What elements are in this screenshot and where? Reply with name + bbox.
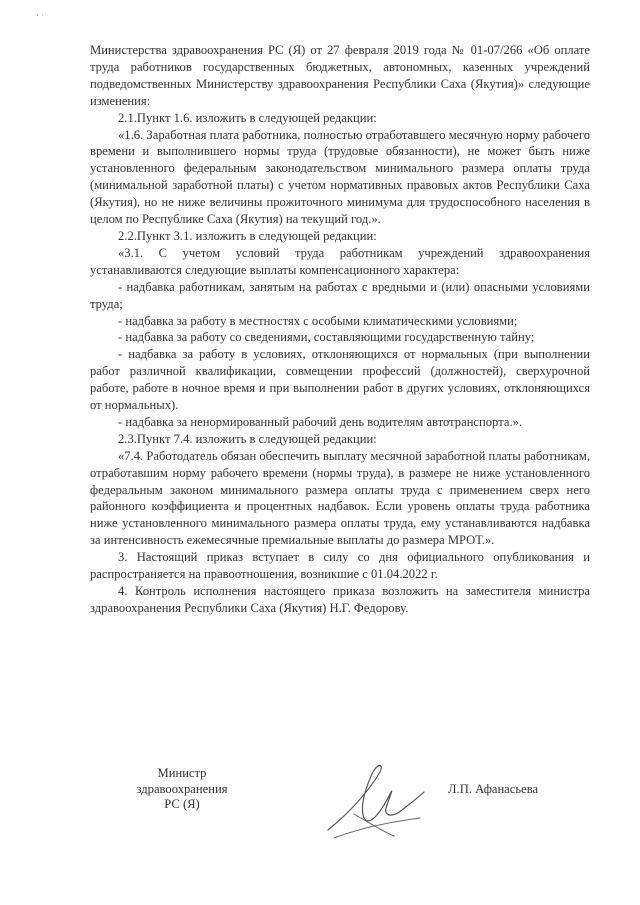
- paragraph-clause-3-1: «3.1. С учетом условий труда работникам учреждений здравоохранения устанавливаются следующие выплаты компенсационного характера:: [90, 245, 590, 277]
- signatory-title-line: РС (Я): [164, 797, 200, 811]
- paragraph-item-2-2: 2.2.Пункт 3.1. изложить в следующей редакции:: [118, 228, 377, 243]
- paragraph-clause-7-4: «7.4. Работодатель обязан обеспечить выплату месячной заработной платы работникам, отработавшим норму рабочего времени (нормы труда), в размере не ниже установленного федеральным законом минимального размера оплаты труда с применением сверх него районного коэффициента и процентных надбавок. Если уровень оплаты труда работника ниже установленного минимального размера оплаты труда, ему устанавливаются надбавка за интенсивность ежемесячные премиальные выплаты до размера МРОТ.».: [90, 448, 590, 548]
- signatory-title: [112, 766, 252, 813]
- list-item-climate: - надбавка за работу в местностях с особыми климатическими условиями;: [118, 313, 518, 328]
- paragraph-item-4: 4. Контроль исполнения настоящего приказа возложить на заместителя министра здравоохранения Республики Саха (Якутия) Н.Г. Федорову.: [90, 584, 590, 615]
- document-body: [90, 42, 590, 617]
- paragraph-item-2-3: 2.3.Пункт 7.4. изложить в следующей редакции:: [118, 431, 377, 446]
- paragraph-item-3: 3. Настоящий приказ вступает в силу со дня официального опубликования и распространяется на правоотношения, возникшие с 01.04.2022 г.: [90, 550, 590, 582]
- corner-mark: · ·: [36, 10, 45, 20]
- paragraph-clause-1-6: «1.6. Заработная плата работника, полностью отработавшего месячную норму рабочего времени и выполнившего нормы труда (трудовые обязанности), не может быть ниже установленного федеральным законодательством минимального размера оплаты труда (минимальной заработной платы) с учетом нормативных правовых актов Республики Саха (Якутия), но не ниже величины прожиточного минимума для трудоспособного населения в целом по Республике Саха (Якутия) на текущий год.».: [90, 127, 590, 227]
- handwritten-signature: [320, 752, 430, 844]
- signatory-title-line: здравоохранения: [136, 781, 228, 796]
- signatory-name: Л.П. Афанасьева: [448, 782, 539, 796]
- list-item-abnormal-conditions: - надбавка за работу в условиях, отклоняющихся от нормальных (при выполнении работ различной квалификации, совмещении профессий (должностей), сверхурочной работе, работе в ночное время и при выполнении работ в других условиях, отклоняющихся от нормальных).: [90, 347, 590, 413]
- list-item-drivers: - надбавка за ненормированный рабочий день водителям автотранспорта.».: [118, 414, 523, 429]
- paragraph-item-2-1: 2.1.Пункт 1.6. изложить в следующей редакции:: [118, 110, 377, 125]
- list-item-state-secret: - надбавка за работу со сведениями, составляющими государственную тайну;: [118, 330, 535, 345]
- signatory-title-line: Министр: [157, 766, 207, 780]
- list-item-harmful-conditions: - надбавка работникам, занятым на работах с вредными и (или) опасными условиями труда;: [90, 279, 590, 311]
- paragraph-intro: Министерства здравоохранения РС (Я) от 27 февраля 2019 года № 01-07/266 «Об оплате труда работников государственных бюджетных, автономных, казенных учреждений подведомственных Министерству здравоохранения Республики Саха (Якутия)» следующие изменения:: [90, 43, 590, 108]
